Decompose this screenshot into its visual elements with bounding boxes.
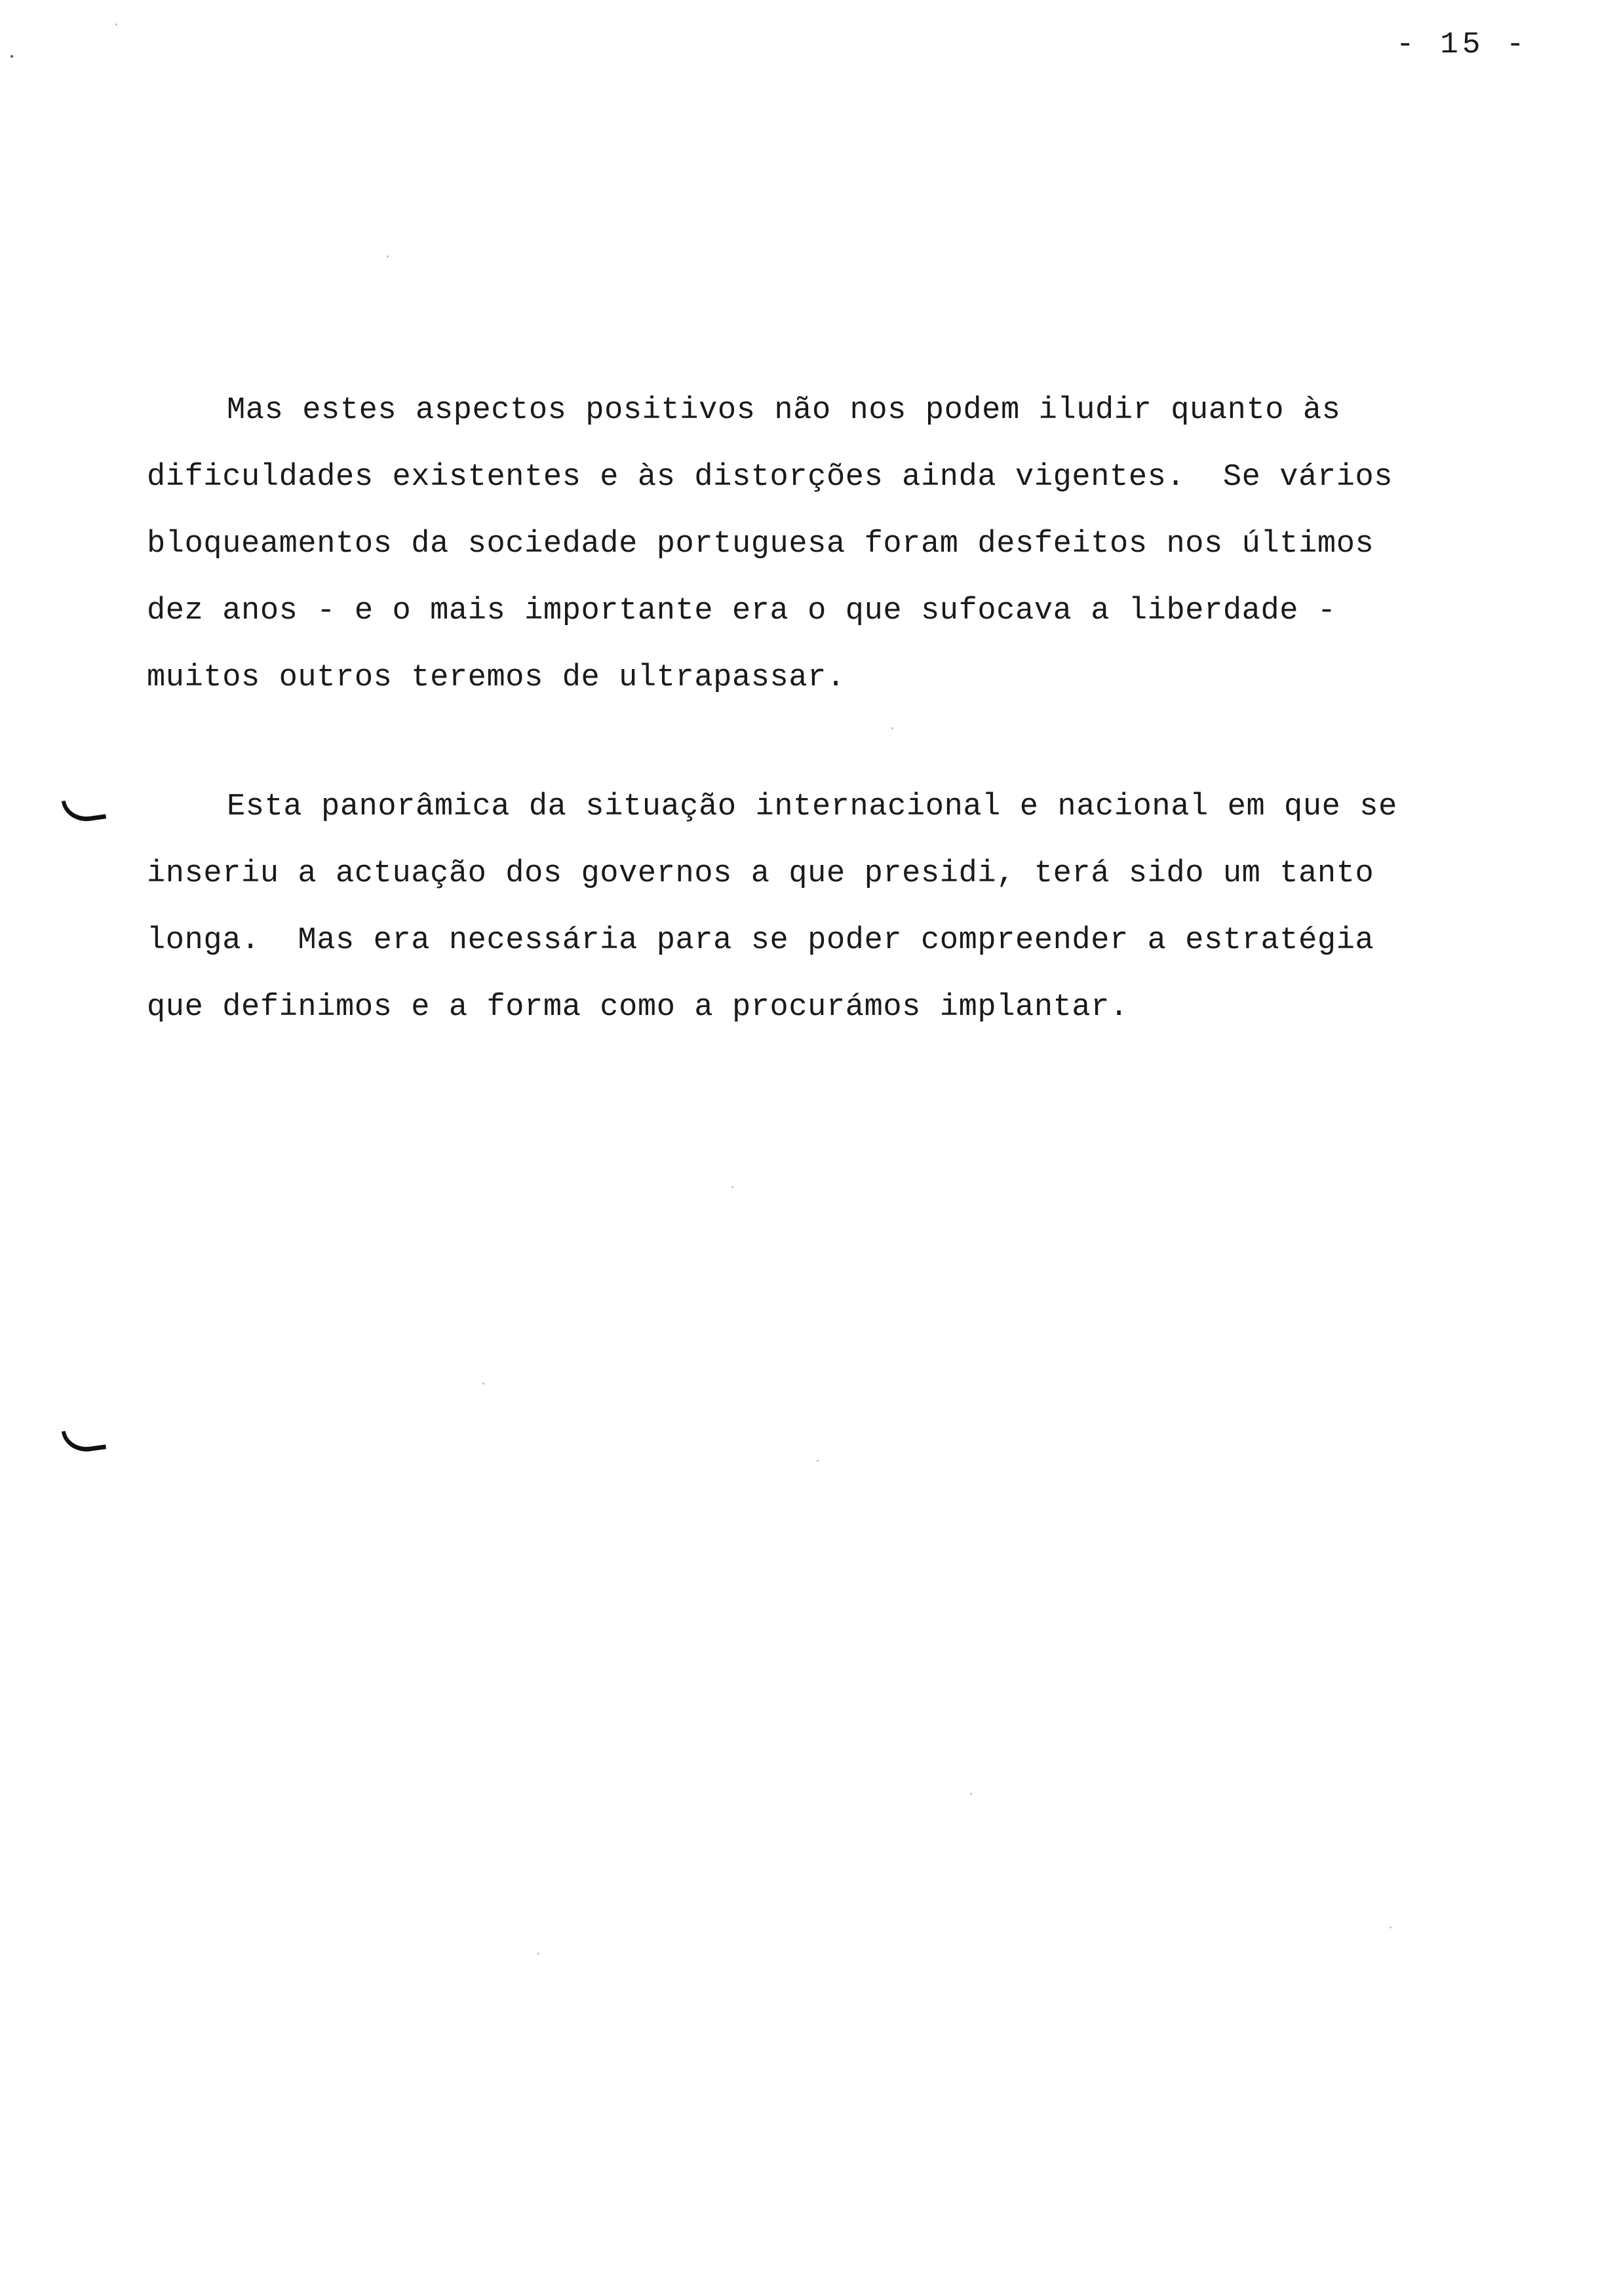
scan-speck — [482, 1383, 484, 1385]
paragraph-line: muitos outros teremos de ultrapassar. — [147, 660, 846, 695]
page-number: - 15 - — [1396, 28, 1528, 62]
scan-speck — [1390, 1926, 1391, 1928]
scan-speck — [387, 256, 389, 258]
paragraph-2 — [147, 774, 1484, 1041]
scan-speck — [115, 24, 117, 26]
paragraph-line: longa. Mas era necessária para se poder compreender a estratégia — [147, 923, 1374, 958]
paragraph-1 — [147, 377, 1484, 712]
paragraph-line: inseriu a actuação dos governos a que presidi, terá sido um tanto — [147, 856, 1374, 891]
paragraph-line: bloqueamentos da sociedade portuguesa foram desfeitos nos últimos — [147, 527, 1374, 562]
scan-speck — [10, 55, 13, 58]
paragraph-line: dificuldades existentes e às distorções ainda vigentes. Se vários — [147, 460, 1393, 495]
scan-speck — [970, 1793, 972, 1795]
scan-speck — [817, 1460, 819, 1462]
paragraph-line: que definimos e a forma como a procurámos implantar. — [147, 990, 1129, 1025]
scan-speck — [537, 1953, 539, 1955]
scan-speck — [731, 1186, 733, 1188]
scan-speck — [891, 727, 893, 729]
binder-mark-icon — [62, 1426, 106, 1455]
paragraph-line: Esta panorâmica da situação internacional e nacional em que se — [227, 790, 1397, 824]
paragraph-line: dez anos - e o mais importante era o que sufocava a liberdade - — [147, 594, 1336, 628]
binder-mark-icon — [62, 795, 106, 825]
paragraph-line: Mas estes aspectos positivos não nos podem iludir quanto às — [227, 393, 1341, 428]
